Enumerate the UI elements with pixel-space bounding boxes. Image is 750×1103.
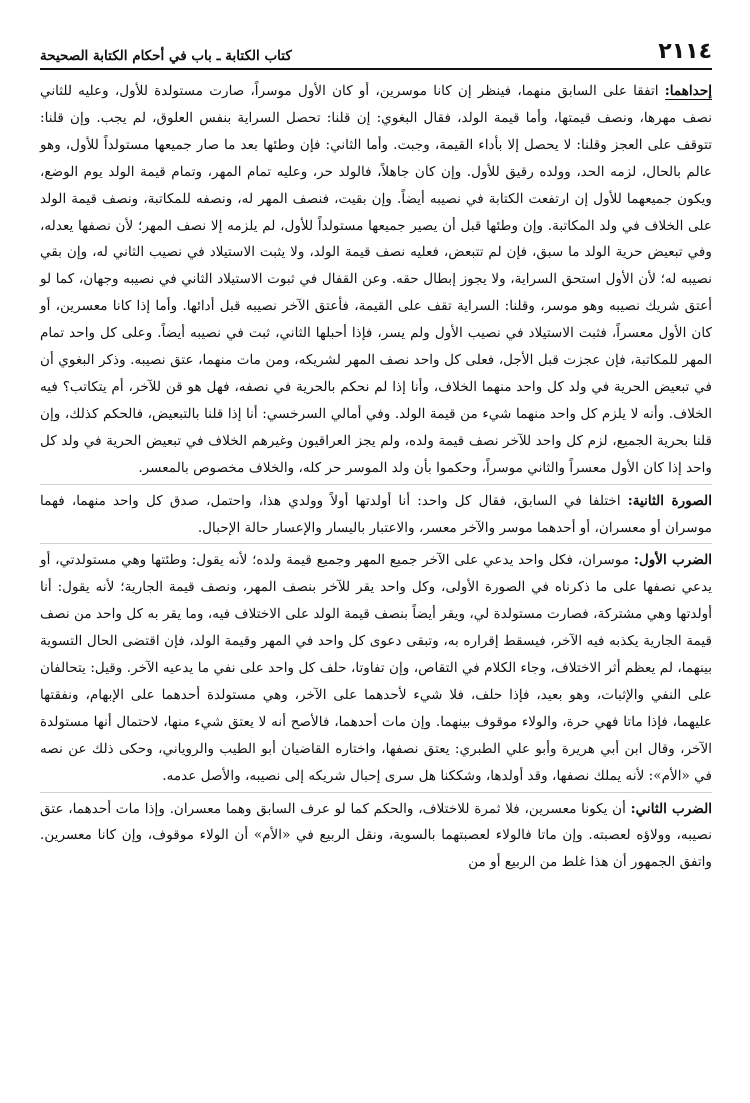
- paragraph-text: موسران، فكل واحد يدعي على الآخر جميع المهر وجميع قيمة ولده؛ لأنه يقول: وطئتها وهي مستولدتي، أو يدعي نصفها على ما ذكرناه في الصورة الأولى، وكل واحد يقر للآخر بنصف المهر، ونصف قيمة الجارية؛ لأنه يقول: أنا أولدتها وهي مشتركة، فصارت مستولدة لي، ويقر أيضاً بنصف قيمة الولد على الاختلاف فيه، وما يقر به كل واحد من نصف قيمة الجارية يكذبه فيه الآخر، فيسقط إقراره به، وتبقى دعوى كل واحد في المهر وقيمة الولد، فإن اقتضى الحال التسوية بينهما، لم يعظم أثر الاختلاف، وجاء الكلام في التقاص، وإن تفاوتا، حلف كل واحد على نفي ما يدعيه الآخر. وقيل: يتحالفان على النفي والإثبات، وهو بعيد، فإذا حلف، فلا شيء لأحدهما على الآخر، وهي مستولدة أحدهما على الإبهام، ونفقتها عليهما، فإذا ماتا فهي حرة، والولاء موقوف بينهما. وإن مات أحدهما، فالأصح أنه لا يعتق شيء منها، لاحتمال أنها مستولدة الآخر، وقال ابن أبي هريرة وأبو علي الطبري: يعتق نصفها، واختاره القاضيان أبو الطيب والروياني، وحكى ذلك عن نصه في «الأم»: لأنه يملك نصفها، وقد أولدها، وشككنا هل سرى إحبال شريكه إلى نصيبه، والأصل عدمه.: [40, 552, 712, 784]
- paragraph-text: اختلفا في السابق، فقال كل واحد: أنا أولدتها أولاً وولدي هذا، واحتمل، صدق كل واحد منهما، فهما موسران أو معسران، أو أحدهما موسر والآخر معسر، والاعتبار باليسار والإعسار حالة الإحبال.: [40, 492, 712, 536]
- running-title: كتاب الكتابة ـ باب في أحكام الكتابة الصحيحة: [40, 48, 292, 64]
- paragraph-lead: إحداهما:: [664, 83, 712, 99]
- paragraph-second-case: [40, 488, 712, 542]
- paragraph-lead: الضرب الثاني:: [630, 800, 712, 817]
- page-header: [40, 30, 712, 70]
- paragraph-lead: الضرب الأول:: [633, 552, 712, 569]
- paragraph-second-type: [40, 796, 712, 877]
- section-divider: [40, 484, 712, 485]
- paragraph-text: أن يكونا معسرين، فلا ثمرة للاختلاف، والحكم كما لو عرف السابق وهما معسران. وإذا مات أحدهما، عتق نصيبه، وولاؤه لعصبته. وإن ماتا فالولاء لعصبتهما بالسوية، ونقل الربيع في «الأم» أن الولاء موقوف، وإن كانا معسرين. واتفق الجمهور أن هذا غلط من الربيع أو من: [40, 800, 712, 871]
- section-divider: [40, 543, 712, 544]
- paragraph-lead: الصورة الثانية:: [627, 492, 712, 509]
- page-number: ٢١١٤: [658, 39, 712, 64]
- paragraph-first-case: [40, 78, 712, 482]
- section-divider: [40, 792, 712, 793]
- paragraph-first-type: [40, 547, 712, 789]
- paragraph-text: اتفقا على السابق منهما، فينظر إن كانا موسرين، أو كان الأول موسراً، صارت مستولدة للأول، وعليه للثاني نصف مهرها، ونصف قيمتها، وأما قيمة الولد، فقال البغوي: إن قلنا: تحصل السراية بنفس العلوق، لم يجب. وإن قلنا: تتوقف على العجز وقلنا: لا يحصل إلا بأداء القيمة، وجبت. وأما الثاني: فإن وطئها بعد ما صار جميعها مستولداً للأول، وهو عالم بالحال، لزمه الحد، وولده رقيق للأول. وإن كان جاهلاً، فالولد حر، وعليه تمام المهر، وتمام قيمة الولد يوم الوضع، ويكون جميعهما للأول إن ارتفعت الكتابة في نصيبه أيضاً. وإن بقيت، فنصف المهر له، ونصفه للمكاتبة، ونصف قيمة الولد على الخلاف في ولد المكاتبة. وإن وطئها قبل أن يصير جميعها مستولداً للأول، لم يلزمه إلا نصف المهر؛ لأن نصفها يعدله، وفي تبعيض حرية الولد ما سبق، فإن لم تتبعض، فعليه نصف قيمة الولد، ولا يثبت الاستيلاد في نصيب الثاني له، وإن بقي نصيبه له؛ لأن الأول استحق السراية، ولا يجوز إبطال حقه. وعن القفال في ثبوت الاستيلاد الثاني في نصيبه وجهان، كما لو أعتق شريك نصيبه وهو موسر، وقلنا: السراية تقف على القيمة، فأعتق الآخر نصيبه قبل أدائها. وأما إذا كانا معسرين، أو كان الأول معسراً، فثبت الاستيلاد في نصيب الأول ولم يسر، فإذا أحبلها الثاني، ثبت في نصيبه أيضاً. وعلى كل واحد تمام المهر للمكاتبة، فإن عجزت قبل الأجل، فعلى كل واحد نصف المهر لشريكه، ومن مات منهما، عتق نصيبه. وذكر البغوي أن في تبعيض الحرية في ولد كل واحد منهما الخلاف، وأنا إذا لم نحكم بالحرية في نصفه، فهل هو قن للآخر، أم يتكاتب؟ فيه الخلاف. وأنه لا يلزم كل واحد منهما شيء من قيمة الولد. وفي أمالي السرخسي: أنا إذا قلنا بالتبعيض، فالحكم كذلك، وإن قلنا بحرية الجميع، لزم كل واحد للآخر نصف قيمة ولده، ولم يجز العراقيون وغيرهم الخلاف في تبعيض الحرية في ولد كل واحد إذا كان الأول معسراً والثاني موسراً، وحكموا بأن ولد الموسر حر كله، والخلاف مخصوص بالمعسر.: [40, 83, 712, 476]
- body-text: [40, 78, 712, 876]
